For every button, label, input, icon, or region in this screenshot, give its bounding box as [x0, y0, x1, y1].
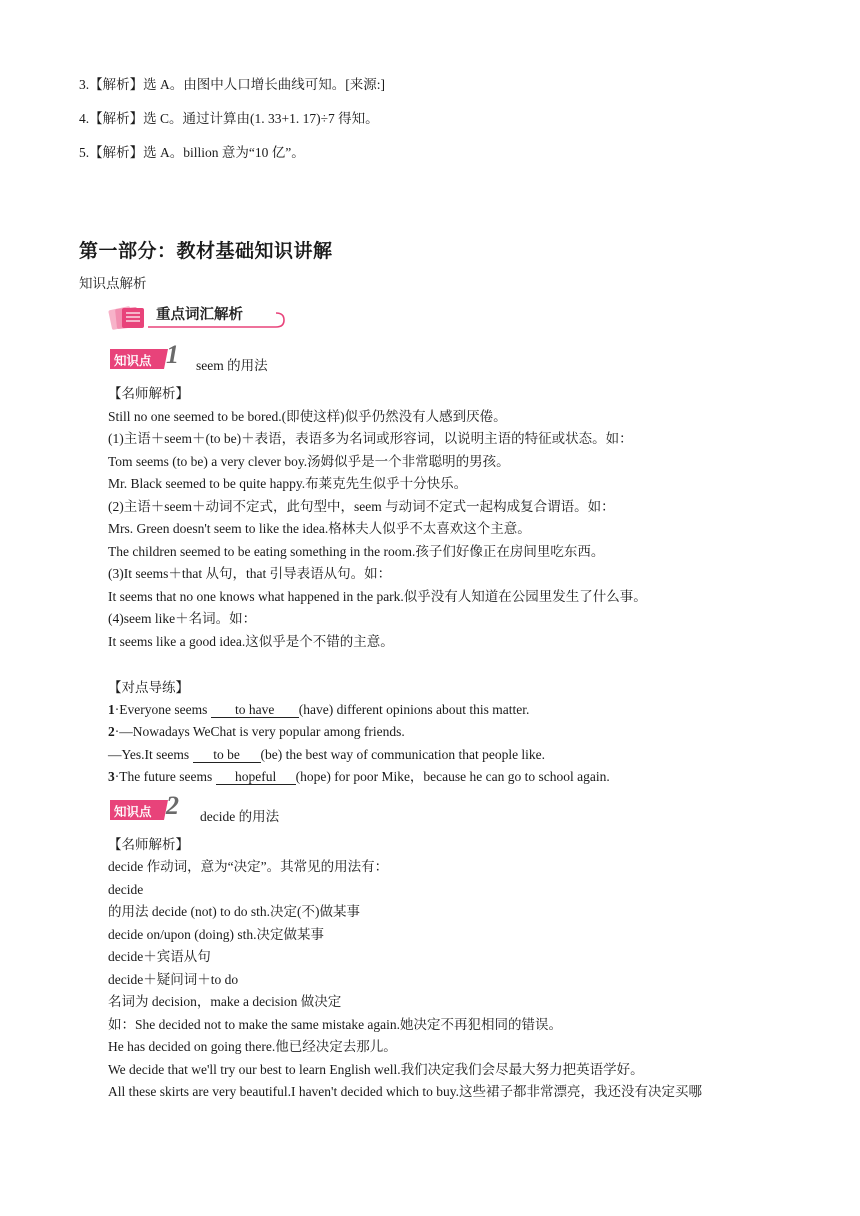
kp1-line: (3)It seems＋that 从句，that 引导表语从句。如： [108, 566, 392, 581]
kp2-line: decide on/upon (doing) sth.决定做某事 [108, 927, 324, 942]
kp1-title: seem 的用法 [196, 358, 268, 373]
answer-blank: hopeful [216, 769, 296, 785]
exercise-text: ·—Nowadays WeChat is very popular among friends. [114, 724, 405, 739]
kp2-number: 2 [166, 791, 179, 820]
kp2-line: 名词为 decision，make a decision 做决定 [108, 994, 342, 1009]
kp1-line: Tom seems (to be) a very clever boy.汤姆似乎是一个非常聪明的男孩。 [108, 454, 510, 469]
exercise-3 [108, 768, 610, 786]
exercise-text: ·Everyone seems [114, 702, 211, 717]
answer-5: 5.【解析】选 A。billion 意为“10 亿”。 [79, 145, 305, 160]
kp2-line: decide＋疑问词＋to do [108, 972, 239, 987]
kp2-line: decide [108, 882, 144, 897]
kp1-line: (1)主语＋seem＋(to be)＋表语，表语多为名词或形容词，以说明主语的特征或状态。如： [108, 431, 633, 446]
exercise-text: —Yes.It seems [108, 747, 193, 762]
exercise-text: (hope) for poor Mike，because he can go to school again. [295, 769, 610, 784]
kp1-line: Mr. Black seemed to be quite happy.布莱克先生似乎十分快乐。 [108, 476, 468, 491]
banner-label: 重点词汇解析 [156, 307, 243, 323]
kp2-line: 的用法 decide (not) to do sth.决定(不)做某事 [108, 904, 360, 919]
section-title: 第一部分：教材基础知识讲解 [79, 240, 333, 262]
exercise-2-question [108, 723, 405, 741]
kp1-line: (4)seem like＋名词。如： [108, 611, 257, 626]
kp2-line: 如：She decided not to make the same mistake again.她决定不再犯相同的错误。 [108, 1017, 563, 1032]
kp2-title: decide 的用法 [200, 809, 280, 824]
kp1-line: (2)主语＋seem＋动词不定式，此句型中，seem 与动词不定式一起构成复合谓语。如： [108, 499, 615, 514]
kp2-analysis-head: 【名师解析】 [108, 837, 189, 852]
kp1-line: Mrs. Green doesn't seem to like the idea.格林夫人似乎不太喜欢这个主意。 [108, 521, 531, 536]
exercise-text: (be) the best way of communication that people like. [260, 747, 546, 762]
answer-blank: to have [211, 702, 299, 718]
exercise-2-answer [108, 746, 545, 764]
kp1-analysis-head: 【名师解析】 [108, 386, 189, 401]
kp2-line: All these skirts are very beautiful.I haven't decided which to buy.这些裙子都非常漂亮，我还没有决定买哪 [108, 1084, 702, 1099]
exercise-number: 2 [108, 724, 115, 739]
exercise-number: 3 [108, 769, 115, 784]
answer-3: 3.【解析】选 A。由图中人口增长曲线可知。[来源:] [79, 77, 385, 92]
kp2-line: decide＋宾语从句 [108, 949, 211, 964]
exercise-text: ·The future seems [114, 769, 216, 784]
exercise-1 [108, 701, 529, 719]
kp1-number: 1 [166, 340, 179, 369]
answer-blank: to be [193, 747, 261, 763]
answer-4: 4.【解析】选 C。通过计算由(1. 33+1. 17)÷7 得知。 [79, 111, 379, 126]
subtitle: 知识点解析 [79, 276, 147, 291]
exercise-number: 1 [108, 702, 115, 717]
kp1-badge-label: 知识点 [114, 353, 152, 368]
kp2-line: decide 作动词，意为“决定”。其常见的用法有： [108, 859, 389, 874]
kp1-line: Still no one seemed to be bored.(即使这样)似乎仍然没有人感到厌倦。 [108, 409, 507, 424]
kp1-practice-head: 【对点导练】 [108, 680, 189, 695]
kp1-line: It seems like a good idea.这似乎是个不错的主意。 [108, 634, 394, 649]
kp2-line: We decide that we'll try our best to learn English well.我们决定我们会尽最大努力把英语学好。 [108, 1062, 644, 1077]
exercise-text: (have) different opinions about this matter. [298, 702, 530, 717]
book-stack-icon [108, 306, 144, 330]
kp1-line: It seems that no one knows what happened in the park.似乎没有人知道在公园里发生了什么事。 [108, 589, 647, 604]
kp2-badge-label: 知识点 [114, 804, 152, 819]
kp1-line: The children seemed to be eating something in the room.孩子们好像正在房间里吃东西。 [108, 544, 605, 559]
kp2-line: He has decided on going there.他已经决定去那儿。 [108, 1039, 397, 1054]
